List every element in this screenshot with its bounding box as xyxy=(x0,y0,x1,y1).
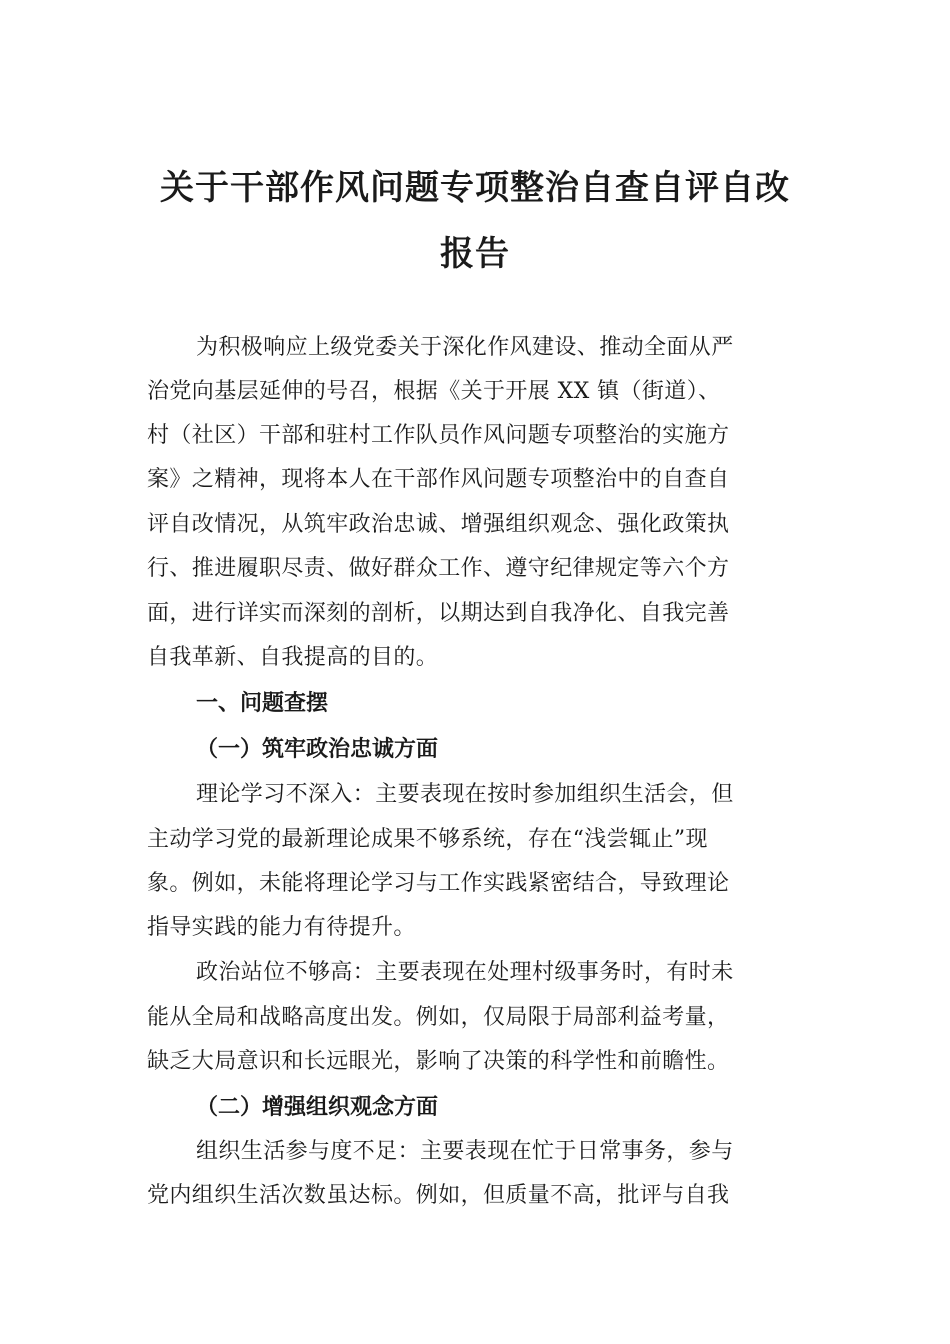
subsection-heading: （一）筑牢政治忠诚方面 xyxy=(196,736,439,762)
intro-line: 治党向基层延伸的号召，根据《关于开展 XX 镇（街道）、 xyxy=(147,379,721,404)
intro-line: 行、推进履职尽责、做好群众工作、遵守纪律规定等六个方 xyxy=(147,556,730,581)
body-line: 缺乏大局意识和长远眼光，影响了决策的科学性和前瞻性。 xyxy=(147,1049,730,1074)
intro-line: 自我革新、自我提高的目的。 xyxy=(147,645,439,670)
body-line: 象。例如，未能将理论学习与工作实践紧密结合，导致理论 xyxy=(147,871,730,896)
document-title-line-2: 报告 xyxy=(440,234,510,274)
intro-line: 面，进行详实而深刻的剖析，以期达到自我净化、自我完善 xyxy=(147,601,730,626)
intro-line: 村（社区）干部和驻村工作队员作风问题专项整治的实施方 xyxy=(147,423,730,448)
body-line: 政治站位不够高：主要表现在处理村级事务时，有时未 xyxy=(196,960,734,985)
body-line: 能从全局和战略高度出发。例如，仅局限于局部利益考量， xyxy=(147,1005,730,1030)
body-line: 组织生活参与度不足：主要表现在忙于日常事务，参与 xyxy=(196,1139,734,1164)
intro-line: 为积极响应上级党委关于深化作风建设、推动全面从严 xyxy=(196,335,734,360)
intro-line: 案》之精神，现将本人在干部作风问题专项整治中的自查自 xyxy=(147,467,730,492)
body-line: 理论学习不深入：主要表现在按时参加组织生活会，但 xyxy=(196,782,734,807)
body-line: 主动学习党的最新理论成果不够系统，存在“浅尝辄止”现 xyxy=(147,827,708,852)
body-line: 指导实践的能力有待提升。 xyxy=(147,915,416,940)
intro-line: 评自改情况，从筑牢政治忠诚、增强组织观念、强化政策执 xyxy=(147,512,730,537)
document-title-line-1: 关于干部作风问题专项整治自查自评自改 xyxy=(160,168,790,208)
subsection-heading: （二）增强组织观念方面 xyxy=(196,1094,439,1120)
body-line: 党内组织生活次数虽达标。例如，但质量不高，批评与自我 xyxy=(147,1183,730,1208)
section-heading: 一、问题查摆 xyxy=(196,691,329,716)
